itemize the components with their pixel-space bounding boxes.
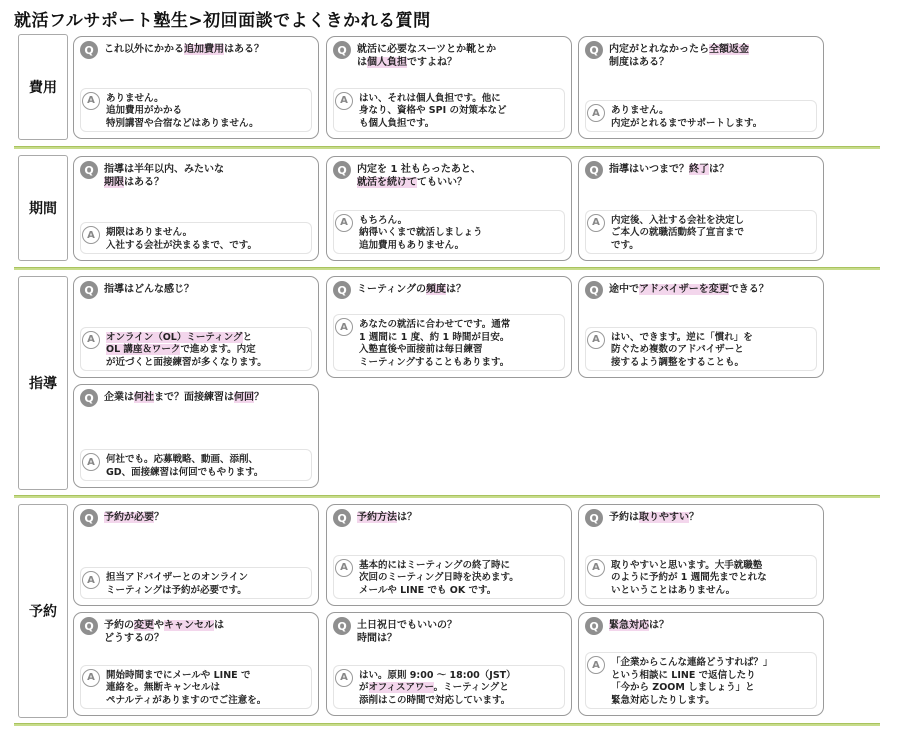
question-row — [333, 509, 565, 527]
question-row — [585, 41, 817, 69]
question-icon: Q — [80, 41, 98, 59]
question-row — [333, 161, 565, 189]
section-period — [14, 151, 880, 270]
answer-text: はい、それは個人負担です。他に 身なり、資格や SPI の対策本など も個人負担です。 — [359, 92, 507, 129]
question-icon: Q — [585, 617, 603, 635]
answer-box — [80, 665, 312, 710]
answer-box — [585, 555, 817, 600]
question-icon: Q — [80, 161, 98, 179]
highlighted-keyword: 緊急対応 — [609, 620, 649, 631]
question-icon: Q — [333, 281, 351, 299]
highlighted-keyword: オフィスアワー — [368, 682, 434, 693]
highlighted-keyword: OL 講座＆ワーク — [106, 344, 181, 355]
question-text: 内定を 1 社もらったあと、 就活を続けててもいい？ — [357, 164, 481, 188]
question-text: 途中でアドバイザーを変更できる？ — [609, 284, 769, 295]
qa-card — [73, 384, 319, 488]
question-text: ミーティングの頻度は？ — [357, 284, 466, 295]
question-icon: Q — [585, 281, 603, 299]
question-row — [80, 161, 312, 189]
question-icon: Q — [80, 617, 98, 635]
highlighted-keyword: 変更 — [134, 620, 154, 631]
section-label: 予約 — [18, 504, 68, 718]
answer-box — [333, 555, 565, 600]
answer-text: あなたの就活に合わせてです。通常 1 週間に 1 度、約 1 時間が目安。 入塾直後や面接前は毎日練習 ミーティングすることもあります。 — [359, 319, 511, 368]
highlighted-keyword: 期限 — [104, 177, 124, 188]
question-text: 予約が必要？ — [104, 512, 164, 523]
qa-card — [73, 276, 319, 378]
answer-box — [333, 665, 565, 710]
question-text: 予約は取りやすい？ — [609, 512, 699, 523]
highlighted-keyword: キャンセル — [164, 620, 214, 631]
question-icon: Q — [80, 509, 98, 527]
question-icon: Q — [333, 509, 351, 527]
question-row — [585, 281, 817, 299]
highlighted-keyword: 追加費用 — [184, 44, 224, 55]
qa-card — [326, 504, 572, 606]
question-icon: Q — [333, 161, 351, 179]
answer-box — [80, 327, 312, 372]
answer-icon: A — [82, 331, 100, 349]
question-text: これ以外にかかる追加費用はある？ — [104, 44, 264, 55]
question-row — [585, 617, 817, 635]
answer-text: 内定後、入社する会社を決定し ご本人の就職活動終了宣言まで です。 — [611, 214, 745, 251]
answer-text: 何社でも。応募戦略、動画、添削、 GD、面接練習は何回でもやります。 — [106, 454, 264, 478]
qa-card — [578, 36, 824, 139]
answer-text: はい、できます。逆に「慣れ」を 防ぐため複数のアドバイザーと 接するよう調整をすることも。 — [611, 331, 753, 368]
highlighted-keyword: 取りやすい — [639, 512, 689, 523]
qa-card — [326, 612, 572, 716]
answer-box — [585, 652, 817, 709]
question-text: 就活に必要なスーツとか靴とか は個人負担ですよね？ — [357, 44, 497, 68]
answer-box — [585, 327, 817, 372]
answer-text: 取りやすいと思います。大手就職塾 のように予約が 1 週間先までとれな いということはありません。 — [611, 559, 767, 596]
question-icon: Q — [585, 41, 603, 59]
question-icon: Q — [333, 41, 351, 59]
answer-icon: A — [335, 318, 353, 336]
question-row — [80, 281, 312, 299]
answer-text: 期限はありません。 入社する会社が決まるまで、です。 — [106, 227, 258, 251]
section-label: 費用 — [18, 34, 68, 140]
answer-icon: A — [82, 226, 100, 244]
qa-card — [326, 276, 572, 378]
qa-card — [326, 36, 572, 139]
highlighted-keyword: 何回 — [234, 392, 254, 403]
question-row — [80, 41, 312, 59]
answer-icon: A — [82, 453, 100, 471]
question-row — [333, 41, 565, 69]
answer-text: はい。原則 9:00 ～ 18:00（JST） がオフィスアワー。ミーティングと 添削はこの時間で対応しています。 — [359, 669, 516, 706]
qa-card — [73, 504, 319, 606]
answer-icon: A — [82, 669, 100, 687]
highlighted-keyword: 全額返金 — [709, 44, 749, 55]
answer-icon: A — [587, 104, 605, 122]
answer-text: 開始時間までにメールや LINE で 連絡を。無断キャンセルは ペナルティがありますのでご注意を。 — [106, 669, 267, 706]
question-text: 内定がとれなかったら全額返金 制度はある？ — [609, 44, 749, 68]
qa-card — [578, 276, 824, 378]
highlighted-keyword: アドバイザーを変更 — [639, 284, 729, 295]
section-divider — [14, 267, 880, 270]
section-cost — [14, 34, 880, 149]
question-row — [585, 161, 817, 179]
highlighted-keyword: オンライン（OL）ミーティング — [106, 331, 243, 343]
answer-icon: A — [335, 669, 353, 687]
question-text: 土日祝日でもいいの？ 時間は？ — [357, 620, 457, 644]
qa-card — [73, 36, 319, 139]
highlighted-keyword: 就活を続けて — [357, 177, 417, 188]
answer-box — [333, 314, 565, 371]
answer-text: 担当アドバイザーとのオンライン ミーティングは予約が必要です。 — [106, 572, 249, 596]
answer-icon: A — [335, 92, 353, 110]
question-text: 緊急対応は？ — [609, 620, 669, 631]
question-text: 予約方法は？ — [357, 512, 417, 523]
highlighted-keyword: 頻度 — [426, 284, 446, 295]
answer-icon: A — [587, 214, 605, 232]
qa-card — [73, 156, 319, 261]
answer-text: 「企業からこんな連絡どうすれば？」 という相談に LINE で返信したり 「今から ZOOM しましょう」と 緊急対応したりします。 — [611, 657, 773, 706]
answer-icon: A — [587, 559, 605, 577]
answer-icon: A — [82, 571, 100, 589]
question-icon: Q — [333, 617, 351, 635]
answer-icon: A — [587, 656, 605, 674]
question-text: 予約の変更やキャンセルは どうするの？ — [104, 620, 224, 644]
question-icon: Q — [585, 161, 603, 179]
answer-icon: A — [335, 214, 353, 232]
answer-box — [80, 222, 312, 254]
highlighted-keyword: 何社 — [134, 392, 154, 403]
answer-box — [585, 210, 817, 255]
answer-text: ありません。 内定がとれるまでサポートします。 — [611, 105, 763, 129]
question-text: 指導は半年以内、みたいな 期限はある？ — [104, 164, 224, 188]
answer-icon: A — [82, 92, 100, 110]
section-divider — [14, 495, 880, 498]
answer-text: 基本的にはミーティングの終了時に 次回のミーティング日時を決めます。 メールや LINE でも OK です。 — [359, 559, 519, 596]
answer-box — [80, 567, 312, 599]
question-icon: Q — [80, 389, 98, 407]
highlighted-keyword: 予約が必要 — [104, 512, 154, 523]
answer-box — [585, 100, 817, 132]
answer-box — [333, 210, 565, 255]
answer-icon: A — [587, 331, 605, 349]
qa-card — [578, 156, 824, 261]
highlighted-keyword: 終了 — [689, 164, 709, 175]
qa-card — [73, 612, 319, 716]
section-booking — [14, 500, 880, 726]
answer-box — [80, 449, 312, 481]
question-text: 指導はいつまで？終了は？ — [609, 164, 729, 175]
question-icon: Q — [80, 281, 98, 299]
answer-box — [80, 88, 312, 133]
section-label: 指導 — [18, 276, 68, 490]
answer-text: オンライン（OL）ミーティングと OL 講座＆ワークで進めます。内定 が近づくと面接練習が多くなります。 — [106, 331, 267, 368]
question-row — [80, 509, 312, 527]
section-divider — [14, 146, 880, 149]
section-guidance — [14, 272, 880, 498]
answer-text: ありません。 追加費用がかかる 特別講習や合宿などはありません。 — [106, 92, 259, 129]
question-row — [585, 509, 817, 527]
question-text: 企業は何社まで？面接練習は何回？ — [104, 392, 264, 403]
question-row — [80, 617, 312, 645]
answer-icon: A — [335, 559, 353, 577]
qa-card — [326, 156, 572, 261]
qa-card — [578, 504, 824, 606]
question-icon: Q — [585, 509, 603, 527]
question-text: 指導はどんな感じ？ — [104, 284, 194, 295]
section-divider — [14, 723, 880, 726]
answer-box — [333, 88, 565, 133]
page-title: 就活フルサポート塾生>初回面談でよくきかれる質問 — [14, 11, 431, 31]
highlighted-keyword: 個人負担 — [367, 57, 407, 68]
question-row — [80, 389, 312, 407]
highlighted-keyword: 予約方法 — [357, 512, 397, 523]
answer-text: もちろん。 納得いくまで就活しましょう 追加費用もありません。 — [359, 214, 483, 251]
qa-card — [578, 612, 824, 716]
section-label: 期間 — [18, 155, 68, 261]
question-row — [333, 617, 565, 645]
question-row — [333, 281, 565, 299]
